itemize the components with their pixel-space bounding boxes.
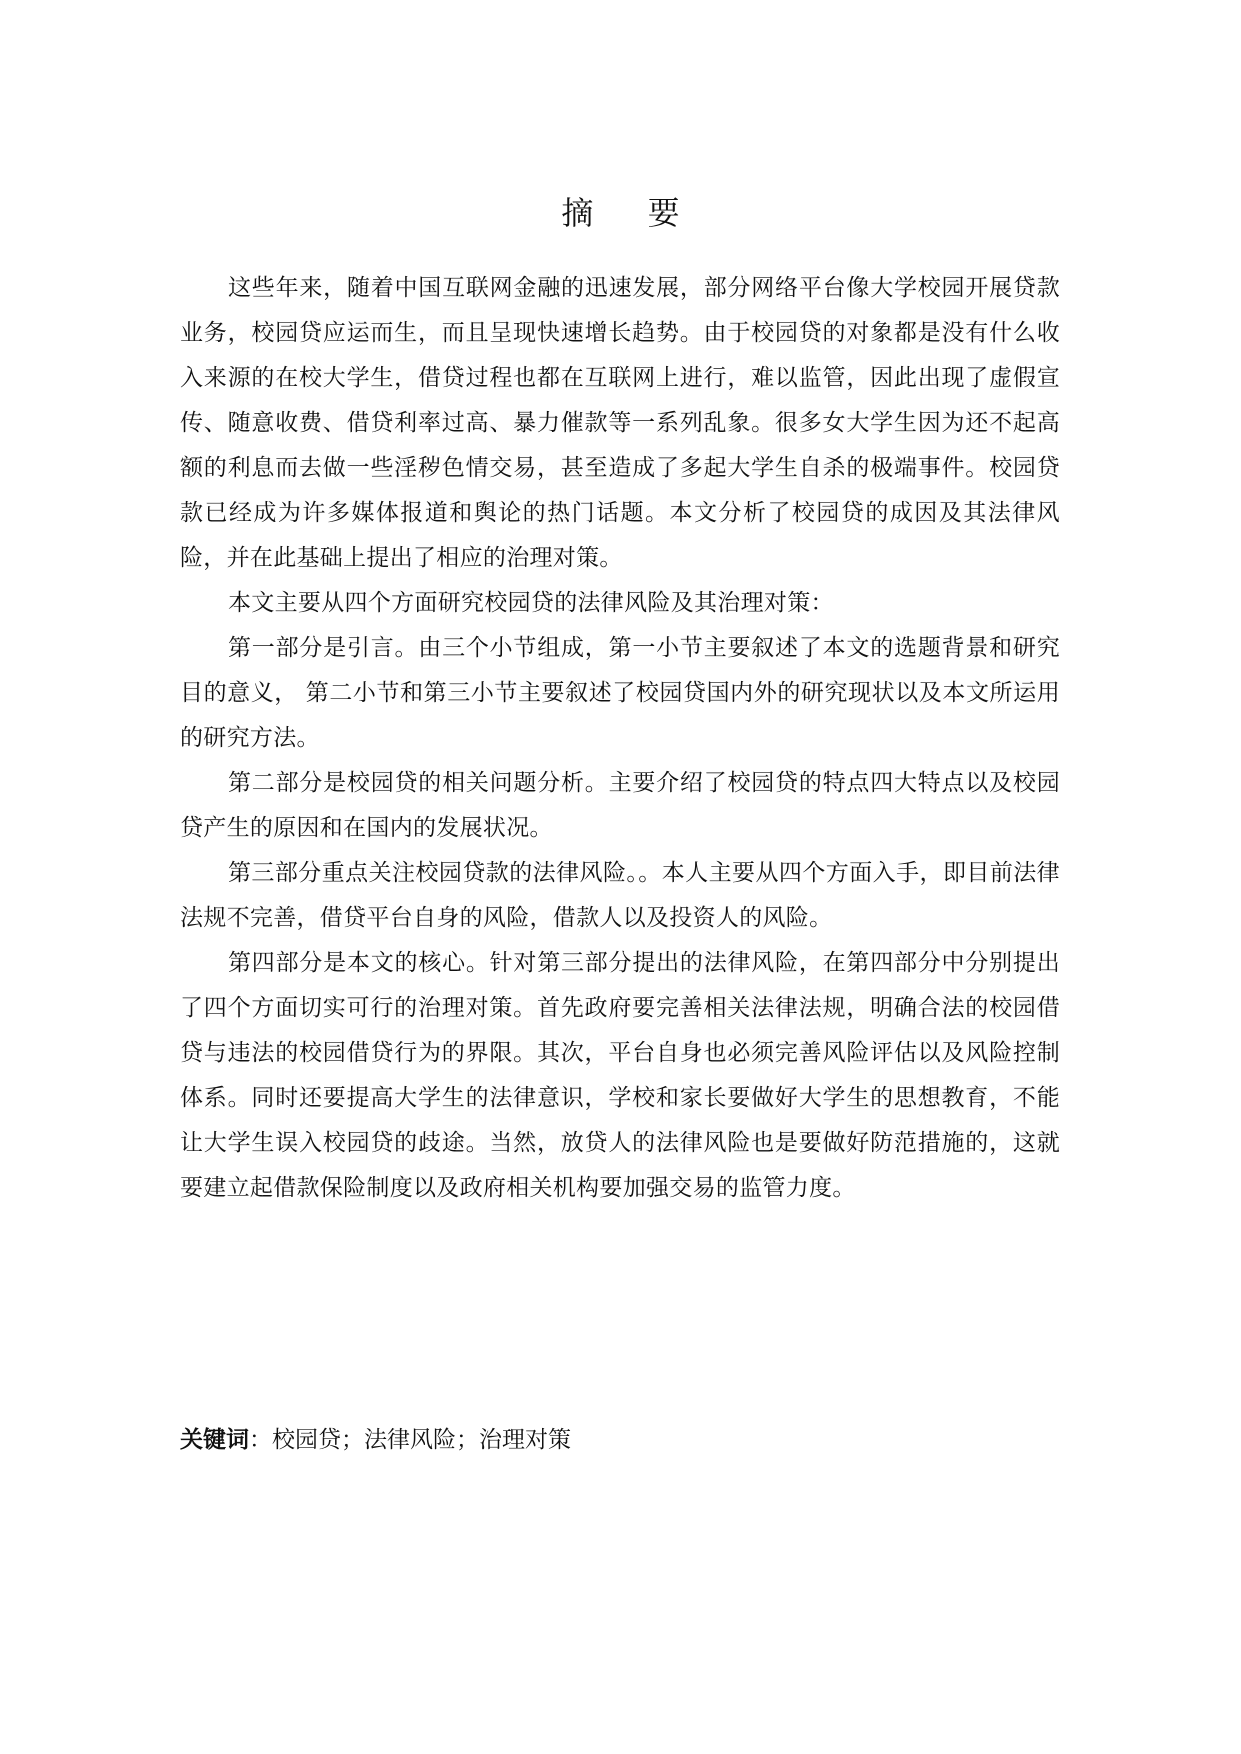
abstract-paragraph-2: 本文主要从四个方面研究校园贷的法律风险及其治理对策： — [228, 590, 834, 616]
abstract-paragraph-5: 第三部分重点关注校园贷款的法律风险。。本人主要从四个方面入手，即目前法律法规不完善，借贷平台自身的风险，借款人以及投资人的风险。 — [180, 860, 1060, 931]
abstract-title: 摘 要 — [561, 194, 702, 233]
abstract-paragraph-3: 第一部分是引言。由三个小节组成，第一小节主要叙述了本文的选题背景和研究目的意义， 第二小节和第三小节主要叙述了校园贷国内外的研究现状以及本文所运用的研究方法。 — [180, 635, 1060, 751]
keywords-label: 关键词 — [180, 1427, 249, 1453]
keywords-separator: ： — [249, 1427, 272, 1453]
abstract-body — [180, 266, 1060, 1211]
abstract-paragraph-1: 这些年来，随着中国互联网金融的迅速发展，部分网络平台像大学校园开展贷款业务，校园贷应运而生，而且呈现快速增长趋势。由于校园贷的对象都是没有什么收入来源的在校大学生，借贷过程也都在互联网上进行，难以监管，因此出现了虚假宣传、随意收费、借贷利率过高、暴力催款等一系列乱象。很多女大学生因为还不起高额的利息而去做一些淫秽色情交易，甚至造成了多起大学生自杀的极端事件。校园贷款已经成为许多媒体报道和舆论的热门话题。本文分析了校园贷的成因及其法律风险，并在此基础上提出了相应的治理对策。 — [180, 275, 1060, 571]
abstract-paragraph-4: 第二部分是校园贷的相关问题分析。主要介绍了校园贷的特点四大特点以及校园贷产生的原因和在国内的发展状况。 — [180, 770, 1060, 841]
keywords-value: 校园贷；法律风险；治理对策 — [272, 1427, 571, 1453]
keywords-line — [180, 1418, 1060, 1463]
abstract-paragraph-6: 第四部分是本文的核心。针对第三部分提出的法律风险，在第四部分中分别提出了四个方面切实可行的治理对策。首先政府要完善相关法律法规，明确合法的校园借贷与违法的校园借贷行为的界限。其次，平台自身也必须完善风险评估以及风险控制体系。同时还要提高大学生的法律意识，学校和家长要做好大学生的思想教育，不能让大学生误入校园贷的歧途。当然，放贷人的法律风险也是要做好防范措施的，这就要建立起借款保险制度以及政府相关机构要加强交易的监管力度。 — [180, 950, 1060, 1201]
